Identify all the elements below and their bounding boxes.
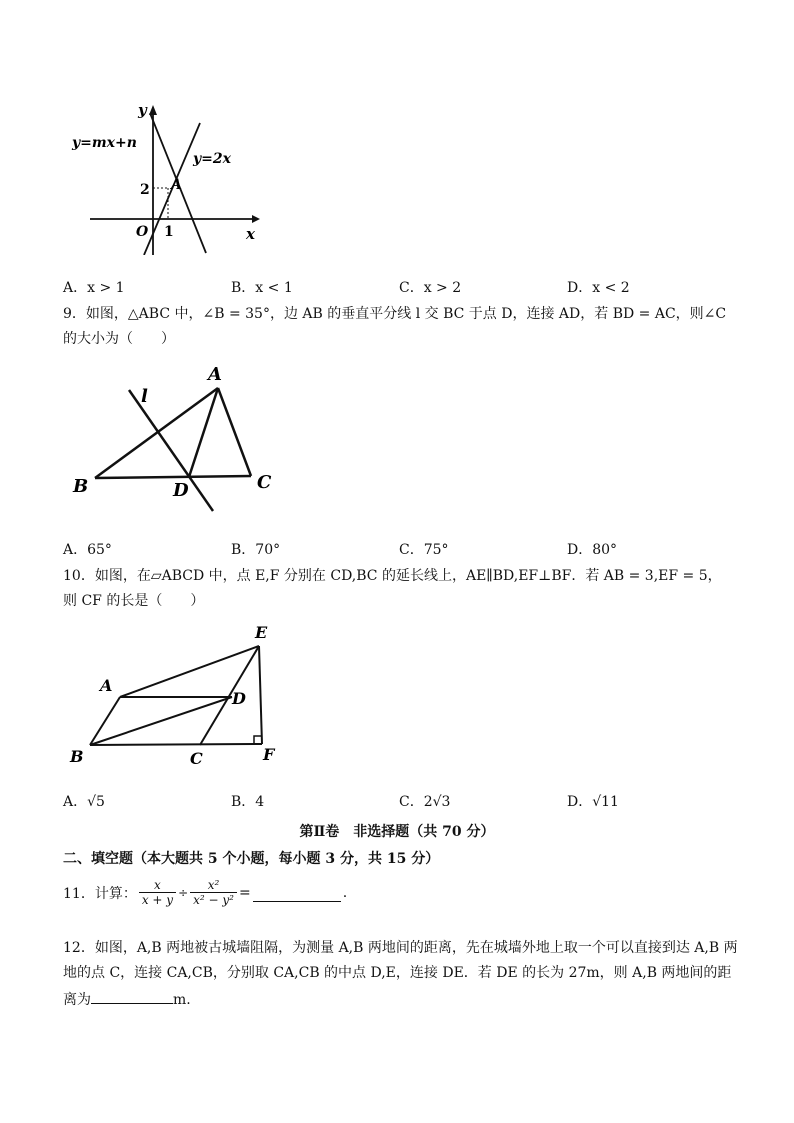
vertex-e-label: E — [255, 623, 268, 642]
q8-option-a: A．x > 1 — [63, 280, 125, 296]
q8-option-d: D．x < 2 — [567, 280, 630, 296]
vertex-a-label: A — [100, 676, 113, 695]
line1-label: y=mx+n — [72, 135, 137, 151]
line-l-label: l — [141, 386, 148, 407]
vertex-f-label: F — [263, 745, 275, 764]
segment-ab — [90, 697, 120, 745]
q9-option-b: B．70° — [231, 542, 281, 558]
q9-stem-line2: 的大小为（ ） — [63, 331, 175, 347]
tick-y-label: 2 — [140, 182, 150, 198]
q10-option-a: A．√5 — [63, 794, 105, 810]
q9-option-c: C．75° — [399, 542, 449, 558]
section2-title: 二、填空题（本大题共 5 个小题，每小题 3 分，共 15 分） — [63, 851, 440, 867]
vertex-a-label: A — [208, 364, 222, 385]
q9-stem-line1: 9．如图，△ABC 中，∠B = 35°，边 AB 的垂直平分线 l 交 BC 于点 D，连接 AD，若 BD = AC，则∠C — [63, 306, 727, 322]
segment-ba — [95, 388, 218, 478]
segment-bc — [95, 476, 251, 478]
q11-line — [63, 878, 347, 907]
q12-line3-suffix: m. — [173, 992, 191, 1008]
vertex-c-label: C — [257, 472, 272, 493]
q10-parallelogram-figure — [60, 620, 300, 770]
x-axis-label: x — [246, 225, 255, 243]
q10-option-d: D．√11 — [567, 794, 619, 810]
vertex-c-label: C — [190, 749, 203, 768]
q8-option-b: B．x < 1 — [231, 280, 293, 296]
x-axis-arrow — [252, 215, 260, 223]
segment-bd — [90, 697, 232, 745]
q12-stem-line3 — [63, 987, 191, 1009]
q11-fraction-2 — [190, 878, 237, 907]
bisector-l — [129, 390, 213, 511]
q12-stem-line1: 12．如图，A,B 两地被古城墙阻隔，为测量 A,B 两地间的距离，先在城墙外地上取一个可以直接到达 A,B 两 — [63, 940, 738, 956]
q9-triangle-figure — [65, 360, 285, 520]
segment-ac — [218, 388, 251, 476]
part2-title: 第Ⅱ卷 非选择题（共 70 分） — [299, 824, 495, 840]
point-d-label: D — [173, 480, 189, 501]
q8-graph-figure — [60, 95, 280, 255]
q8-option-c: C．x > 2 — [399, 280, 462, 296]
q11-equals-sign: = — [238, 884, 251, 901]
q10-stem-line1: 10．如图，在▱ABCD 中，点 E,F 分别在 CD,BC 的延长线上，AE∥BD,EF⊥BF．若 AB = 3,EF = 5， — [63, 568, 722, 584]
q10-stem-line2: 则 CF 的长是（ ） — [63, 593, 205, 609]
vertex-b-label: B — [73, 476, 89, 497]
q11-frac2-denominator: x² − y² — [193, 893, 234, 907]
q11-answer-blank[interactable] — [253, 883, 341, 902]
q11-frac1-denominator: x + y — [141, 893, 174, 907]
q11-end-period: . — [342, 884, 348, 901]
segment-ce — [200, 646, 259, 745]
vertex-d-label: D — [232, 689, 246, 708]
q11-frac2-numerator: x² — [190, 878, 237, 893]
q11-divide-sign: ÷ — [178, 885, 189, 900]
q11-prefix: 11．计算： — [63, 885, 137, 902]
q11-frac1-numerator: x — [139, 878, 176, 893]
q9-option-d: D．80° — [567, 542, 618, 558]
q11-fraction-1 — [139, 878, 176, 907]
vertex-b-label: B — [70, 747, 84, 766]
segment-bf — [90, 744, 262, 745]
y-axis-label: y — [138, 101, 147, 119]
q9-option-a: A．65° — [63, 542, 112, 558]
point-a-label: A — [171, 177, 182, 193]
q12-stem-line2: 地的点 C，连接 CA,CB，分别取 CA,CB 的中点 D,E，连接 DE．若 DE 的长为 27m，则 A,B 两地间的距 — [63, 965, 732, 981]
tick-x-label: 1 — [164, 224, 174, 240]
origin-label: O — [136, 224, 149, 240]
segment-ef — [259, 646, 262, 744]
q10-option-b: B．4 — [231, 794, 265, 810]
q12-answer-blank[interactable] — [91, 987, 173, 1004]
line2-label: y=2x — [193, 151, 231, 167]
q12-line3-prefix: 离为 — [63, 992, 91, 1008]
q10-option-c: C．2√3 — [399, 794, 451, 810]
segment-ad — [189, 388, 218, 477]
